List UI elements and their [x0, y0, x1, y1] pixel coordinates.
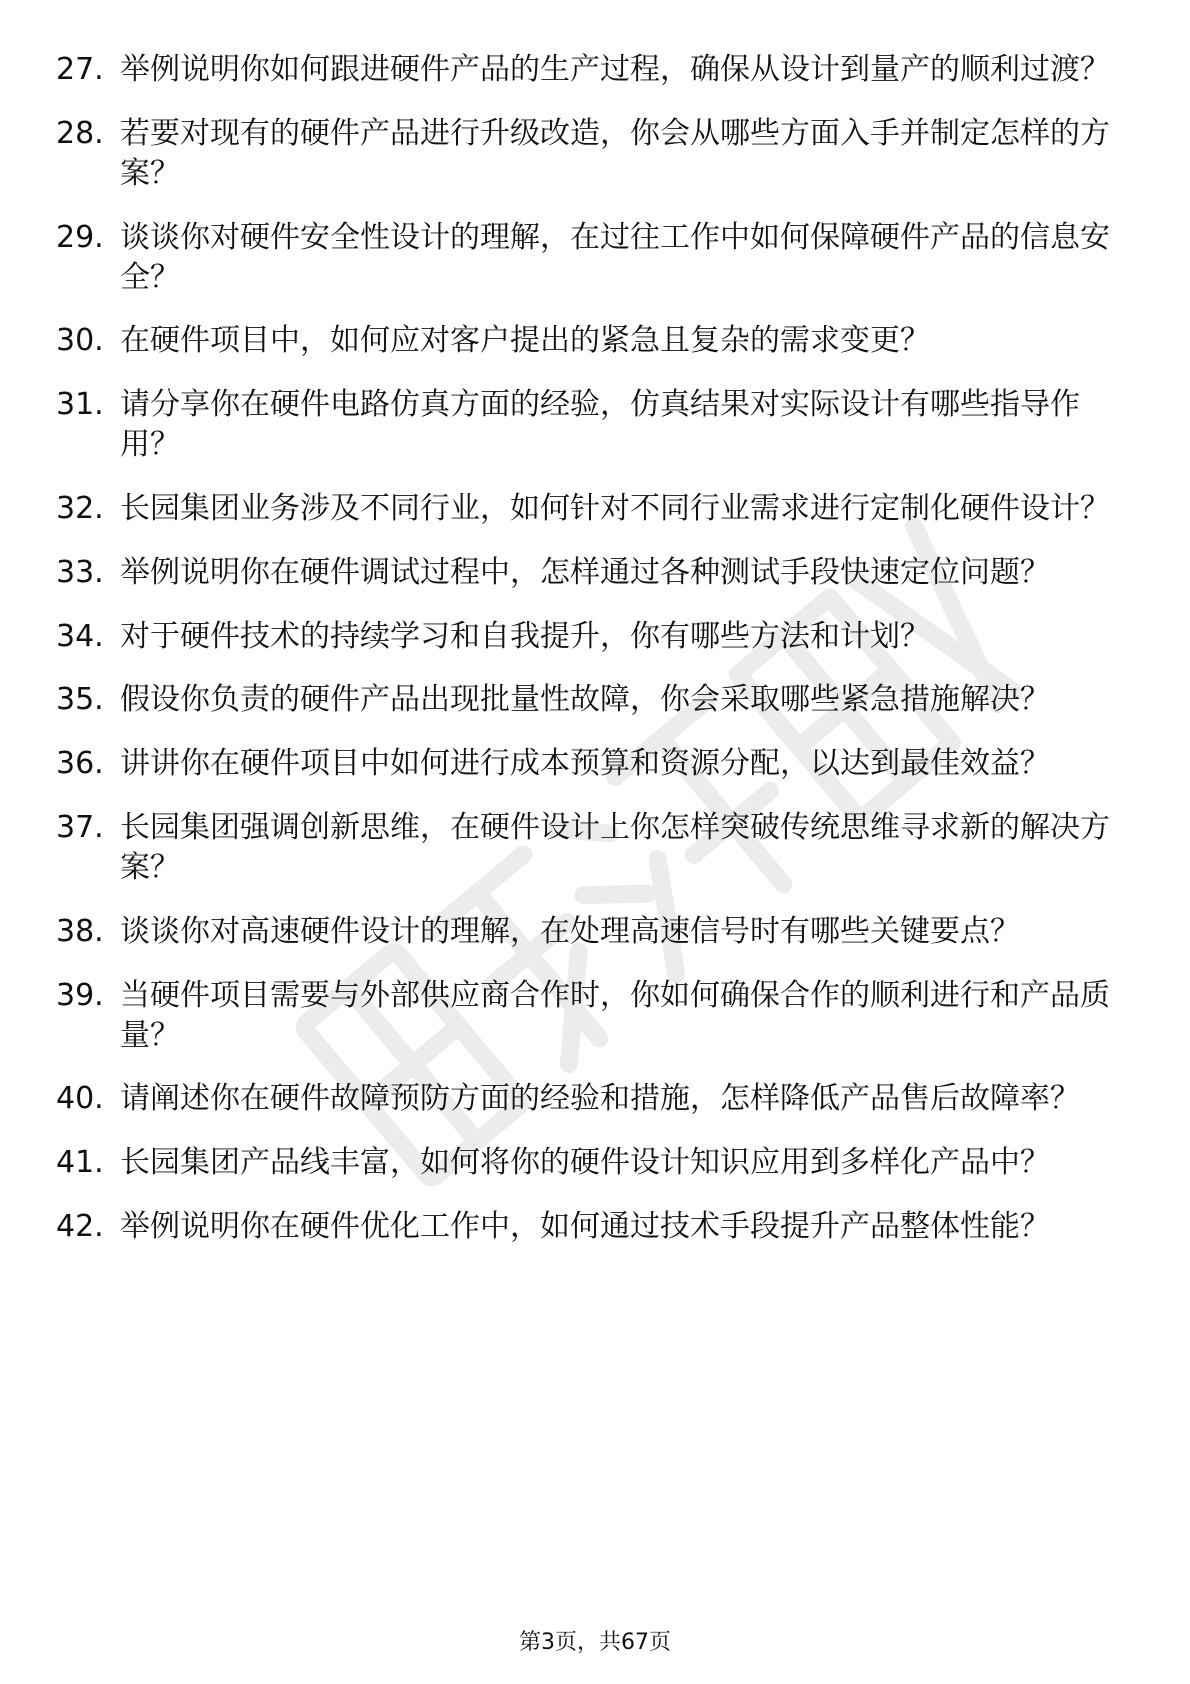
question-number: 29. — [56, 219, 104, 255]
question-text: 长园集团强调创新思维，在硬件设计上你怎样突破传统思维寻求新的解决方案？ — [120, 809, 1110, 885]
question-item — [56, 1207, 1116, 1247]
question-item — [56, 1143, 1116, 1183]
question-number: 27. — [56, 52, 104, 87]
question-number: 31. — [56, 387, 104, 423]
question-text: 谈谈你对硬件安全性设计的理解，在过往工作中如何保障硬件产品的信息安全？ — [120, 219, 1110, 295]
question-item — [56, 321, 1116, 361]
question-text: 请阐述你在硬件故障预防方面的经验和措施，怎样降低产品售后故障率？ — [120, 1081, 1080, 1117]
question-text: 长园集团产品线丰富，如何将你的硬件设计知识应用到多样化产品中？ — [120, 1145, 1050, 1181]
question-list — [56, 50, 1116, 1271]
question-number: 36. — [56, 746, 104, 782]
question-item — [56, 680, 1116, 720]
question-text: 对于硬件技术的持续学习和自我提升，你有哪些方法和计划？ — [120, 618, 930, 654]
question-item — [56, 617, 1116, 657]
question-text: 讲讲你在硬件项目中如何进行成本预算和资源分配，以达到最佳效益？ — [120, 746, 1050, 782]
question-number: 30. — [56, 323, 104, 359]
question-item — [56, 385, 1116, 465]
page-footer — [0, 1628, 1190, 1658]
question-text: 假设你负责的硬件产品出现批量性故障，你会采取哪些紧急措施解决？ — [120, 682, 1050, 718]
question-number: 39. — [56, 977, 104, 1013]
question-number: 35. — [56, 682, 104, 718]
question-item — [56, 808, 1116, 888]
question-item — [56, 50, 1116, 90]
question-text: 举例说明你在硬件优化工作中，如何通过技术手段提升产品整体性能？ — [120, 1208, 1050, 1244]
question-item — [56, 218, 1116, 298]
question-text: 在硬件项目中，如何应对客户提出的紧急且复杂的需求变更？ — [120, 323, 930, 359]
question-text: 举例说明你如何跟进硬件产品的生产过程，确保从设计到量产的顺利过渡？ — [120, 52, 1110, 87]
question-item — [56, 976, 1116, 1056]
question-text: 举例说明你在硬件调试过程中，怎样通过各种测试手段快速定位问题？ — [120, 554, 1050, 590]
question-number: 42. — [56, 1208, 104, 1244]
question-item — [56, 744, 1116, 784]
question-item — [56, 1079, 1116, 1119]
question-text: 谈谈你对高速硬件设计的理解，在处理高速信号时有哪些关键要点？ — [120, 913, 1020, 949]
question-text: 请分享你在硬件电路仿真方面的经验，仿真结果对实际设计有哪些指导作用？ — [120, 387, 1080, 463]
question-number: 34. — [56, 618, 104, 654]
question-number: 33. — [56, 554, 104, 590]
question-text: 当硬件项目需要与外部供应商合作时，你如何确保合作的顺利进行和产品质量？ — [120, 977, 1110, 1053]
question-number: 32. — [56, 490, 104, 526]
question-item — [56, 489, 1116, 529]
question-item — [56, 114, 1116, 194]
question-text: 若要对现有的硬件产品进行升级改造，你会从哪些方面入手并制定怎样的方案？ — [120, 115, 1110, 191]
question-text: 长园集团业务涉及不同行业，如何针对不同行业需求进行定制化硬件设计？ — [120, 490, 1110, 526]
page-number-label: 第3页，共67页 — [519, 1630, 671, 1655]
question-item — [56, 912, 1116, 952]
question-item — [56, 553, 1116, 593]
question-number: 28. — [56, 115, 104, 151]
question-number: 37. — [56, 809, 104, 845]
question-number: 40. — [56, 1081, 104, 1117]
question-number: 41. — [56, 1145, 104, 1181]
question-number: 38. — [56, 913, 104, 949]
